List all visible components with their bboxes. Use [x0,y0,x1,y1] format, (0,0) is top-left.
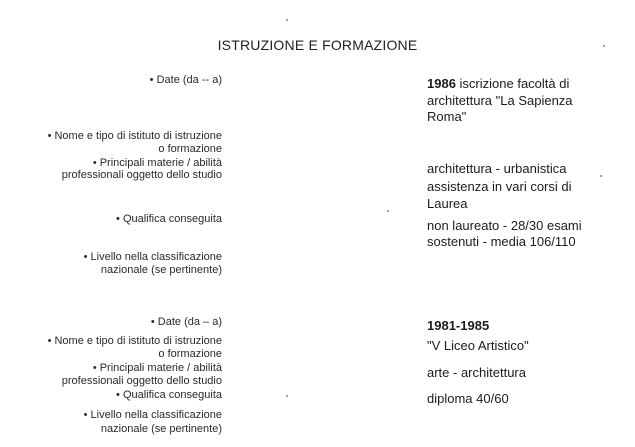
label-materie-line1: • Principali materie / abilità [92,157,222,169]
value-istituto-line2: architettura "La Sapienza [427,93,573,108]
value-qualifica-line2: sostenuti - media 106/110 [427,234,576,249]
label-date: • Date (da -- a) [149,74,222,86]
label-materie-line2: professionali oggetto dello studio [61,375,222,387]
label-istituto-line2: o formazione [158,143,222,155]
value-date-year: 1986 [427,76,456,91]
label-livello-line2: nazionale (se pertinente) [100,423,222,435]
scan-speck [286,395,288,397]
value-materie-line2: assistenza in vari corsi di [427,179,572,194]
label-istituto-line2: o formazione [158,348,222,360]
scan-speck [387,210,389,212]
value-date-text: iscrizione facoltà di [455,76,570,91]
label-istituto-line1: • Nome e tipo di istituto di istruzione [47,335,222,347]
value-materie: arte - architettura [427,365,526,380]
label-materie-line2: professionali oggetto dello studio [61,169,222,181]
scan-speck [286,19,288,21]
label-date: • Date (da – a) [150,316,222,328]
scan-speck [600,175,602,177]
section-title: ISTRUZIONE E FORMAZIONE [217,37,418,53]
value-qualifica: diploma 40/60 [427,391,509,406]
label-qualifica: • Qualifica conseguita [116,213,222,225]
label-livello-line1: • Livello nella classificazione [83,409,222,421]
label-livello-line2: nazionale (se pertinente) [100,264,222,276]
label-qualifica: • Qualifica conseguita [116,389,222,401]
value-qualifica-line1: non laureato - 28/30 esami [427,218,582,233]
value-materie-line1: architettura - urbanistica [427,161,567,176]
value-date: 1981-1985 [427,318,490,333]
label-materie-line1: • Principali materie / abilità [92,362,222,374]
label-livello-line1: • Livello nella classificazione [83,251,222,263]
value-date [427,76,569,92]
value-istituto: "V Liceo Artistico" [427,338,529,353]
value-materie-line3: Laurea [427,196,468,211]
value-istituto-line3: Roma" [427,109,467,124]
scan-speck [603,45,605,47]
label-istituto-line1: • Nome e tipo di istituto di istruzione [47,130,222,142]
